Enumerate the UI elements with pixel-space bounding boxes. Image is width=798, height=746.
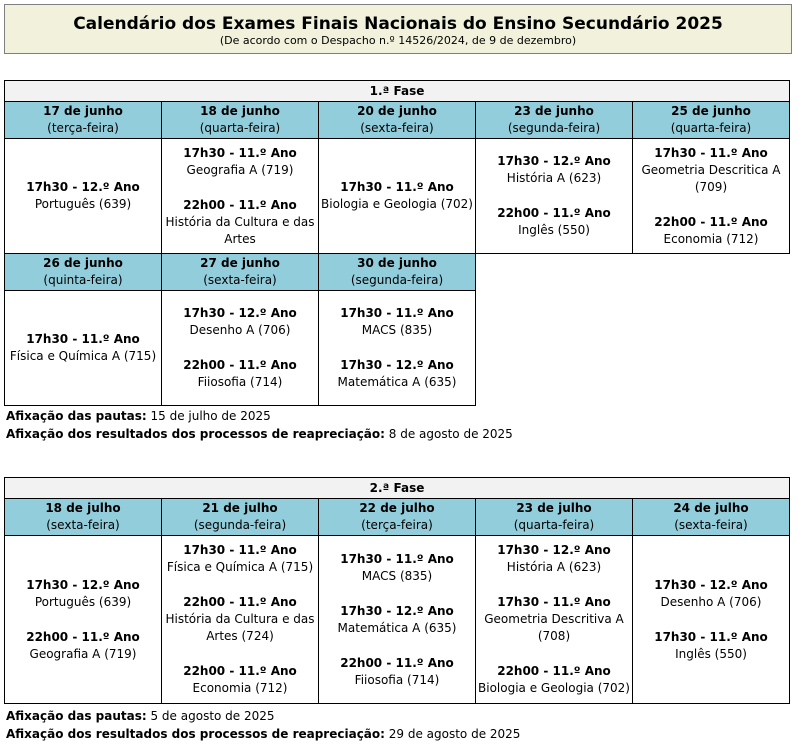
exam-time: 17h30 - 11.º Ano bbox=[183, 543, 297, 557]
reapreciacao-label: Afixação dos resultados dos processos de reapreciação: bbox=[6, 427, 385, 441]
exam-weekday: (segunda-feira) bbox=[193, 518, 287, 532]
exam-subject: Fiiosofia (714) bbox=[197, 375, 283, 389]
date-cell bbox=[633, 102, 790, 139]
exam-entry bbox=[319, 179, 475, 213]
exam-time: 22h00 - 11.º Ano bbox=[497, 664, 611, 678]
exam-subject: Economia (712) bbox=[192, 681, 288, 695]
exam-entry bbox=[476, 542, 632, 576]
exam-time: 22h00 - 11.º Ano bbox=[26, 629, 140, 644]
exam-entry bbox=[162, 305, 318, 339]
exam-entry bbox=[162, 357, 318, 391]
exams-cell bbox=[319, 291, 476, 406]
exam-weekday: (quarta-feira) bbox=[513, 518, 595, 532]
exam-subject: Desenho A (706) bbox=[660, 594, 762, 609]
date-cell bbox=[476, 102, 633, 139]
date-row bbox=[5, 499, 790, 536]
exam-date: 18 de julho bbox=[45, 501, 121, 515]
date-cell bbox=[5, 499, 162, 536]
exam-time: 22h00 - 11.º Ano bbox=[497, 206, 611, 220]
exam-subject: Geografia A (719) bbox=[29, 646, 137, 661]
exam-weekday: (quarta-feira) bbox=[199, 121, 281, 135]
exam-date: 23 de julho bbox=[516, 501, 592, 515]
exam-subject: Desenho A (706) bbox=[189, 323, 291, 337]
exam-subject: MACS (835) bbox=[361, 323, 433, 337]
exam-entry bbox=[633, 577, 789, 611]
exams-cell bbox=[162, 291, 319, 406]
date-cell bbox=[162, 102, 319, 139]
exams-cell bbox=[633, 536, 790, 704]
exam-date: 22 de julho bbox=[359, 501, 435, 515]
reapreciacao-value: 29 de agosto de 2025 bbox=[384, 727, 521, 741]
exam-entry bbox=[319, 551, 475, 585]
exam-subject: Geometria Descritiva A (708) bbox=[484, 612, 624, 643]
exam-time: 17h30 - 11.º Ano bbox=[497, 595, 611, 609]
exam-weekday: (terça-feira) bbox=[47, 121, 119, 135]
exam-weekday: (segunda-feira) bbox=[507, 121, 601, 135]
date-cell bbox=[162, 499, 319, 536]
exam-time: 17h30 - 11.º Ano bbox=[654, 145, 768, 160]
exam-subject: Física e Química A (715) bbox=[166, 560, 314, 574]
date-cell bbox=[319, 254, 476, 291]
phase1-table bbox=[4, 80, 790, 406]
exam-subject: História A (623) bbox=[506, 171, 602, 185]
exam-subject: Matemática A (635) bbox=[337, 620, 457, 635]
exam-entry bbox=[5, 179, 161, 213]
phase2-table bbox=[4, 477, 790, 704]
exam-date: 18 de junho bbox=[200, 104, 280, 118]
phase1-notes bbox=[6, 407, 513, 443]
exam-time: 17h30 - 11.º Ano bbox=[183, 145, 297, 160]
exam-entry bbox=[162, 594, 318, 645]
exam-date: 17 de junho bbox=[43, 104, 123, 118]
exam-entry bbox=[319, 305, 475, 339]
exam-weekday: (quarta-feira) bbox=[670, 121, 752, 135]
exam-time: 22h00 - 11.º Ano bbox=[183, 595, 297, 609]
exam-time: 17h30 - 12.º Ano bbox=[26, 180, 140, 194]
exam-subject: Física e Química A (715) bbox=[9, 349, 157, 363]
date-row bbox=[5, 254, 790, 291]
exam-time: 17h30 - 12.º Ano bbox=[183, 306, 297, 320]
exam-entry bbox=[476, 663, 632, 697]
date-cell bbox=[633, 499, 790, 536]
exam-entry bbox=[162, 145, 318, 179]
exam-entry bbox=[5, 629, 161, 663]
exam-subject: Geometria Descritica A (709) bbox=[641, 162, 781, 194]
exam-time: 22h00 - 11.º Ano bbox=[340, 655, 454, 670]
exam-date: 25 de junho bbox=[671, 104, 751, 118]
exam-row bbox=[5, 291, 790, 406]
exam-subject: Fiiosofia (714) bbox=[354, 672, 440, 687]
exam-weekday: (sexta-feira) bbox=[46, 518, 120, 532]
exam-subject: Biologia e Geologia (702) bbox=[321, 197, 473, 211]
exams-cell bbox=[5, 536, 162, 704]
exam-date: 20 de junho bbox=[357, 104, 437, 118]
exam-subject: História A (623) bbox=[506, 560, 602, 574]
exam-entry bbox=[476, 153, 632, 187]
exam-time: 22h00 - 11.º Ano bbox=[183, 197, 297, 212]
exam-time: 17h30 - 11.º Ano bbox=[654, 629, 768, 644]
pautas-label: Afixação das pautas: bbox=[6, 709, 147, 723]
empty-cell bbox=[476, 254, 633, 291]
exam-date: 30 de junho bbox=[357, 256, 437, 270]
pautas-value: 5 de agosto de 2025 bbox=[146, 709, 275, 723]
title-box bbox=[4, 4, 792, 54]
exam-time: 17h30 - 12.º Ano bbox=[26, 577, 140, 592]
exam-subject: Geografia A (719) bbox=[186, 162, 294, 177]
empty-cell bbox=[633, 291, 790, 406]
exam-time: 17h30 - 12.º Ano bbox=[497, 543, 611, 557]
exam-weekday: (sexta-feira) bbox=[674, 518, 748, 532]
exam-time: 17h30 - 11.º Ano bbox=[340, 551, 454, 566]
exam-entry bbox=[633, 214, 789, 248]
exam-entry bbox=[319, 655, 475, 689]
exams-cell bbox=[319, 536, 476, 704]
exam-time: 17h30 - 11.º Ano bbox=[340, 180, 454, 194]
exam-entry bbox=[319, 603, 475, 637]
exam-entry bbox=[476, 594, 632, 645]
exam-time: 17h30 - 12.º Ano bbox=[340, 603, 454, 618]
exam-date: 27 de junho bbox=[200, 256, 280, 270]
exam-row bbox=[5, 139, 790, 254]
exam-time: 22h00 - 11.º Ano bbox=[183, 358, 297, 372]
exam-entry bbox=[633, 629, 789, 663]
exam-time: 17h30 - 11.º Ano bbox=[26, 332, 140, 346]
exams-cell bbox=[476, 536, 633, 704]
exam-subject: Inglês (550) bbox=[675, 646, 747, 661]
phase-header: 1.ª Fase bbox=[5, 81, 790, 102]
exam-weekday: (sexta-feira) bbox=[360, 121, 434, 135]
pautas-label: Afixação das pautas: bbox=[6, 409, 147, 423]
exam-subject: Matemática A (635) bbox=[337, 375, 457, 389]
exam-entry bbox=[162, 663, 318, 697]
exams-cell bbox=[633, 139, 790, 254]
date-row bbox=[5, 102, 790, 139]
exam-row bbox=[5, 536, 790, 704]
exam-time: 17h30 - 12.º Ano bbox=[497, 154, 611, 168]
exam-entry bbox=[5, 331, 161, 365]
date-cell bbox=[319, 499, 476, 536]
exam-date: 23 de junho bbox=[514, 104, 594, 118]
exam-date: 24 de julho bbox=[673, 501, 749, 515]
exam-subject: Português (639) bbox=[34, 594, 132, 609]
exam-subject: História da Cultura e das Artes (724) bbox=[165, 612, 315, 643]
page-subtitle: (De acordo com o Despacho n.º 14526/2024, de 9 de dezembro) bbox=[219, 34, 577, 47]
exam-time: 17h30 - 11.º Ano bbox=[340, 306, 454, 320]
exams-cell bbox=[162, 139, 319, 254]
exam-weekday: (sexta-feira) bbox=[203, 273, 277, 287]
date-cell bbox=[476, 499, 633, 536]
exam-time: 17h30 - 12.º Ano bbox=[340, 358, 454, 372]
exam-date: 26 de junho bbox=[43, 256, 123, 270]
exam-subject: Inglês (550) bbox=[518, 223, 590, 237]
reapreciacao-label: Afixação dos resultados dos processos de reapreciação: bbox=[6, 727, 385, 741]
exam-entry bbox=[162, 197, 318, 248]
exam-entry bbox=[476, 205, 632, 239]
reapreciacao-value: 8 de agosto de 2025 bbox=[384, 427, 513, 441]
exams-cell bbox=[319, 139, 476, 254]
date-cell bbox=[5, 102, 162, 139]
exam-weekday: (terça-feira) bbox=[361, 518, 433, 532]
date-cell bbox=[162, 254, 319, 291]
exam-entry bbox=[5, 577, 161, 611]
phase-header: 2.ª Fase bbox=[5, 478, 790, 499]
exams-cell bbox=[5, 139, 162, 254]
exam-entry bbox=[319, 357, 475, 391]
exam-subject: MACS (835) bbox=[361, 568, 433, 583]
exam-time: 22h00 - 11.º Ano bbox=[183, 664, 297, 678]
empty-cell bbox=[633, 254, 790, 291]
exam-entry bbox=[633, 145, 789, 196]
exams-cell bbox=[476, 139, 633, 254]
exam-subject: Economia (712) bbox=[663, 231, 759, 246]
pautas-value: 15 de julho de 2025 bbox=[146, 409, 271, 423]
exam-time: 22h00 - 11.º Ano bbox=[654, 214, 768, 229]
date-cell bbox=[5, 254, 162, 291]
exam-subject: Biologia e Geologia (702) bbox=[478, 681, 630, 695]
exam-subject: História da Cultura e das Artes bbox=[165, 214, 315, 246]
empty-cell bbox=[476, 291, 633, 406]
exam-date: 21 de julho bbox=[202, 501, 278, 515]
exam-weekday: (quinta-feira) bbox=[43, 273, 123, 287]
page-title: Calendário dos Exames Finais Nacionais do Ensino Secundário 2025 bbox=[73, 14, 723, 34]
phase2-notes bbox=[6, 707, 520, 743]
exam-weekday: (segunda-feira) bbox=[350, 273, 444, 287]
exams-cell bbox=[5, 291, 162, 406]
exam-entry bbox=[162, 542, 318, 576]
exam-subject: Português (639) bbox=[34, 197, 132, 211]
date-cell bbox=[319, 102, 476, 139]
exam-time: 17h30 - 12.º Ano bbox=[654, 577, 768, 592]
exams-cell bbox=[162, 536, 319, 704]
